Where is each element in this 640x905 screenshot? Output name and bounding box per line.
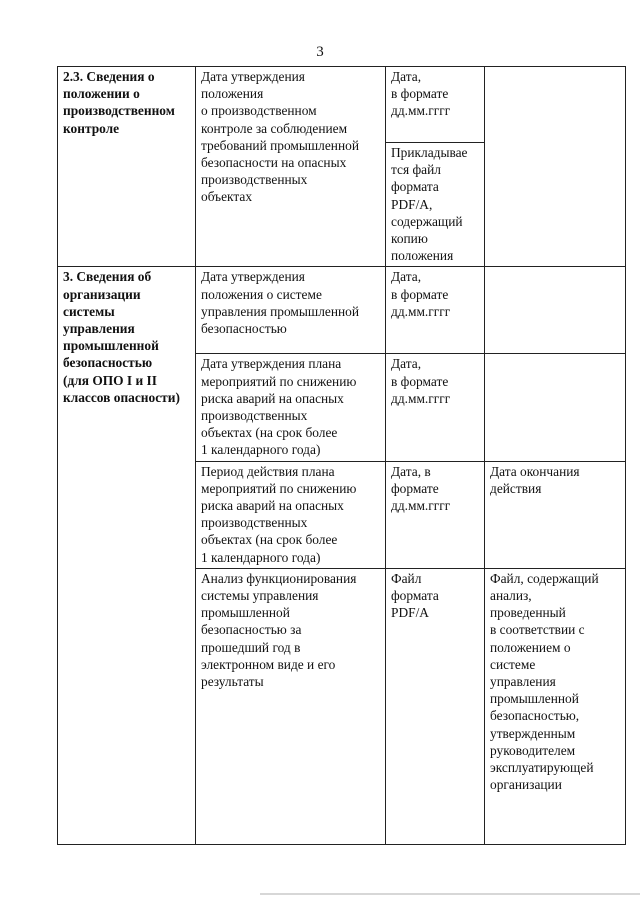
section-title: 3. Сведения об организации системы управления промышленной безопасностью (для ОПО I и II классов опасности) bbox=[63, 269, 180, 405]
description-cell bbox=[196, 568, 386, 844]
field-format: Файл формата PDF/A bbox=[391, 570, 439, 621]
format-cell bbox=[386, 143, 485, 267]
note-cell bbox=[485, 267, 626, 354]
field-format: Дата, в формате дд.мм.гггг bbox=[391, 269, 451, 319]
section-cell bbox=[58, 67, 196, 267]
note-cell bbox=[485, 461, 626, 568]
table-row-3-a bbox=[58, 267, 626, 354]
format-cell bbox=[386, 67, 485, 143]
field-description: Дата утверждения плана мероприятий по снижению риска аварий на опасных производственных объектах (на срок более 1 календарного года) bbox=[201, 356, 357, 458]
field-format: Дата, в формате дд.мм.гггг bbox=[391, 69, 451, 119]
requirements-table bbox=[57, 66, 626, 845]
section-cell bbox=[58, 267, 196, 844]
field-format: Дата, в формате дд.мм.гггг bbox=[391, 463, 451, 514]
field-description: Период действия плана мероприятий по снижению риска аварий на опасных производственных объектах (на срок более 1 календарного года) bbox=[201, 463, 357, 565]
format-cell bbox=[386, 568, 485, 844]
page-number: 3 bbox=[316, 44, 324, 60]
field-format: Дата, в формате дд.мм.гггг bbox=[391, 356, 451, 406]
note-cell bbox=[485, 67, 626, 267]
table-row-2-3-a bbox=[58, 67, 626, 143]
note-cell bbox=[485, 568, 626, 844]
format-cell bbox=[386, 354, 485, 461]
field-format: Прикладывае тся файл формата PDF/A, содержащий копию положения bbox=[391, 145, 468, 264]
description-cell bbox=[196, 461, 386, 568]
scan-edge-divider bbox=[260, 893, 640, 895]
section-title: 2.3. Сведения о положении о производственном контроле bbox=[63, 69, 175, 136]
format-cell bbox=[386, 267, 485, 354]
note-cell bbox=[485, 354, 626, 461]
format-cell bbox=[386, 461, 485, 568]
field-note: Дата окончания действия bbox=[490, 463, 580, 496]
description-cell bbox=[196, 67, 386, 267]
description-cell bbox=[196, 354, 386, 461]
description-cell bbox=[196, 267, 386, 354]
field-description: Дата утверждения положения о системе управления промышленной безопасностью bbox=[201, 269, 360, 337]
field-description: Дата утверждения положения о производственном контроле за соблюдением требований промышленной безопасности на опасных производственных объектах bbox=[201, 69, 360, 205]
field-note: Файл, содержащий анализ, проведенный в соответствии с положением о системе управления промышленной безопасностью, утвержденным руководителем эксплуатирующей организации bbox=[490, 570, 599, 793]
field-description: Анализ функционирования системы управления промышленной безопасностью за прошедший год в электронном виде и его результаты bbox=[201, 570, 357, 690]
